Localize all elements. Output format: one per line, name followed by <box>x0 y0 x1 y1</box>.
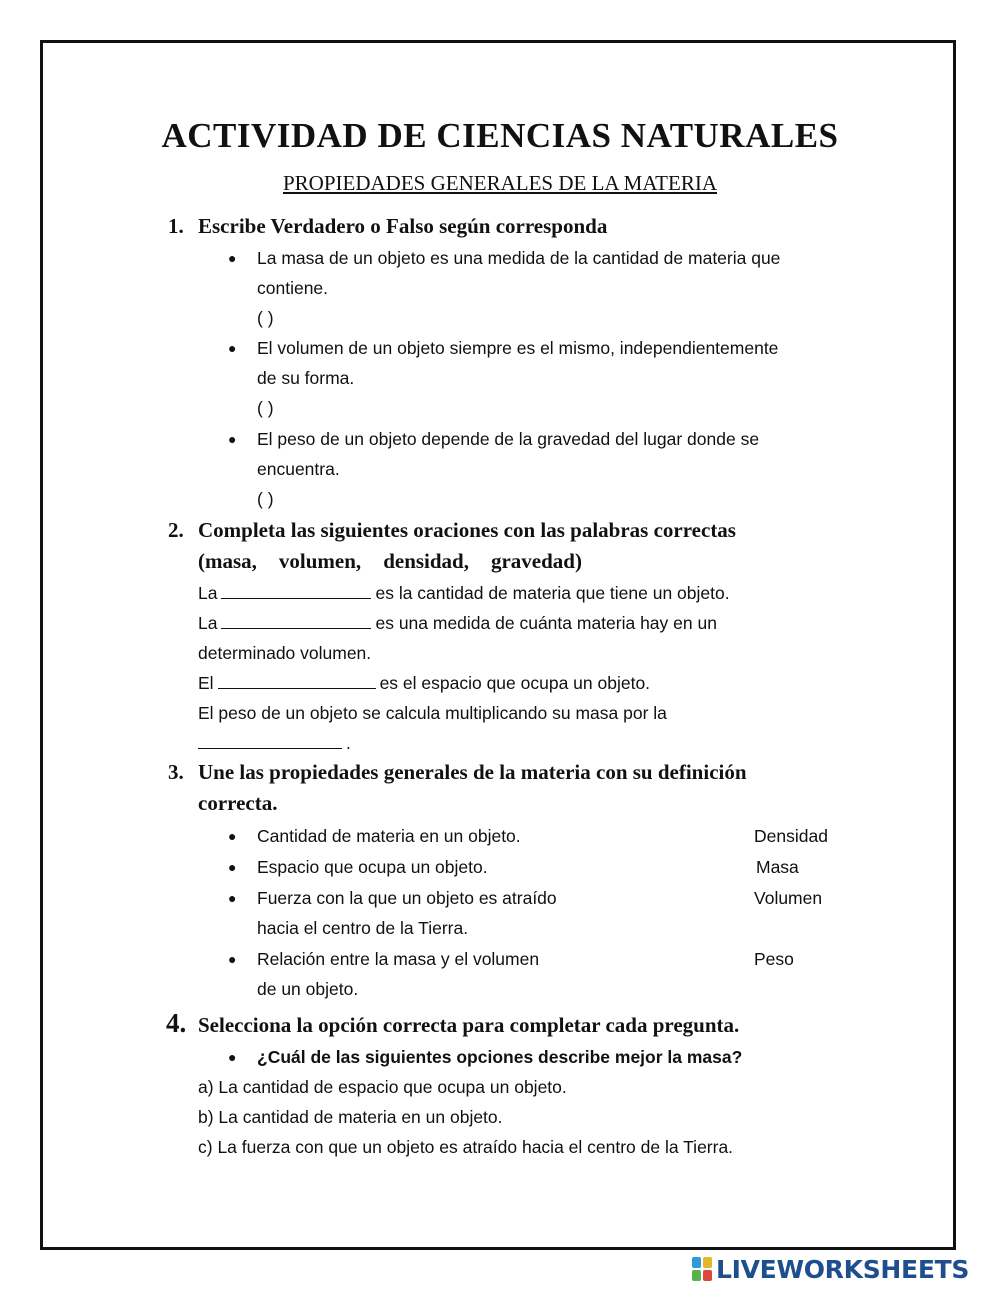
word-gravedad: gravedad) <box>490 549 582 573</box>
section2-word-bank <box>198 549 582 574</box>
blank-1[interactable] <box>221 584 371 599</box>
tf-item-2-line1: El volumen de un objeto siempre es el mismo, independientemente <box>257 338 779 358</box>
match-definition-4[interactable]: Relación entre la masa y el volumen <box>257 949 540 969</box>
section4-question: ¿Cuál de las siguientes opciones describe mejor la masa? <box>257 1047 743 1067</box>
fill-sentence-3: El es el espacio que ocupa un objeto. <box>198 673 651 693</box>
liveworksheets-logo-text: LIVEWORKSHEETS <box>716 1254 970 1284</box>
fill-sentence-2-cont: determinado volumen. <box>198 643 372 663</box>
word-volumen: volumen, <box>278 549 362 573</box>
tf-item-3-line1: El peso de un objeto depende de la gravedad del lugar donde se <box>257 429 760 449</box>
tf-item-3-line2: encuentra. <box>257 459 340 479</box>
bullet-icon: ● <box>228 890 237 906</box>
liveworksheets-logo-icon <box>692 1257 712 1281</box>
bullet-icon: ● <box>228 859 237 875</box>
blank-2[interactable] <box>221 614 371 629</box>
bullet-icon: ● <box>228 340 237 356</box>
tf-item-1-line1: La masa de un objeto es una medida de la cantidad de materia que <box>257 248 781 268</box>
section1-heading: Escribe Verdadero o Falso según corresponda <box>198 214 608 238</box>
match-term-3[interactable]: Volumen <box>754 888 823 908</box>
tf-item-3-answer[interactable]: ( ) <box>257 489 274 509</box>
match-definition-3-line2: hacia el centro de la Tierra. <box>257 918 469 938</box>
match-definition-1[interactable]: Cantidad de materia en un objeto. <box>257 826 521 846</box>
match-definition-4-line2: de un objeto. <box>257 979 359 999</box>
bullet-icon: ● <box>228 250 237 266</box>
section2-number: 2. <box>168 518 184 542</box>
match-term-4[interactable]: Peso <box>754 949 794 969</box>
fill-sentence-2: La es una medida de cuánta materia hay en un <box>198 613 717 633</box>
tf-item-1-line2: contiene. <box>257 278 329 298</box>
match-term-2[interactable]: Masa <box>756 857 799 877</box>
match-term-1[interactable]: Densidad <box>754 826 828 846</box>
section3-heading-line1: Une las propiedades generales de la materia con su definición <box>198 760 747 784</box>
option-c[interactable]: c) La fuerza con que un objeto es atraído hacia el centro de la Tierra. <box>198 1137 734 1157</box>
word-masa: (masa, <box>198 549 257 573</box>
match-definition-2[interactable]: Espacio que ocupa un objeto. <box>257 857 488 877</box>
tf-item-2-answer[interactable]: ( ) <box>257 398 274 418</box>
fill-sentence-1: La es la cantidad de materia que tiene un objeto. <box>198 583 730 603</box>
fill-sentence-4: El peso de un objeto se calcula multiplicando su masa por la <box>198 703 667 723</box>
tf-item-2-line2: de su forma. <box>257 368 355 388</box>
section3-number: 3. <box>168 760 184 784</box>
blank-4[interactable] <box>198 734 342 749</box>
section1-number: 1. <box>168 214 184 238</box>
tf-item-1-answer[interactable]: ( ) <box>257 308 274 328</box>
bullet-icon: ● <box>228 431 237 447</box>
section4-heading: Selecciona la opción correcta para completar cada pregunta. <box>198 1013 740 1037</box>
section3-heading-line2: correcta. <box>198 791 278 815</box>
option-a[interactable]: a) La cantidad de espacio que ocupa un objeto. <box>198 1077 567 1097</box>
fill-sentence-4-blank: . <box>198 733 351 754</box>
page-subtitle: PROPIEDADES GENERALES DE LA MATERIA <box>282 171 717 195</box>
match-definition-3[interactable]: Fuerza con la que un objeto es atraído <box>257 888 557 908</box>
bullet-icon: ● <box>228 951 237 967</box>
section4-number: 4. <box>166 1008 187 1038</box>
bullet-icon: ● <box>228 1049 237 1065</box>
bullet-icon: ● <box>228 828 237 844</box>
option-b[interactable]: b) La cantidad de materia en un objeto. <box>198 1107 503 1127</box>
section2-heading: Completa las siguientes oraciones con las palabras correctas <box>198 518 736 542</box>
word-densidad: densidad, <box>383 549 469 573</box>
page-title: ACTIVIDAD DE CIENCIAS NATURALES <box>161 116 839 155</box>
blank-3[interactable] <box>218 674 376 689</box>
liveworksheets-logo <box>692 1255 969 1283</box>
